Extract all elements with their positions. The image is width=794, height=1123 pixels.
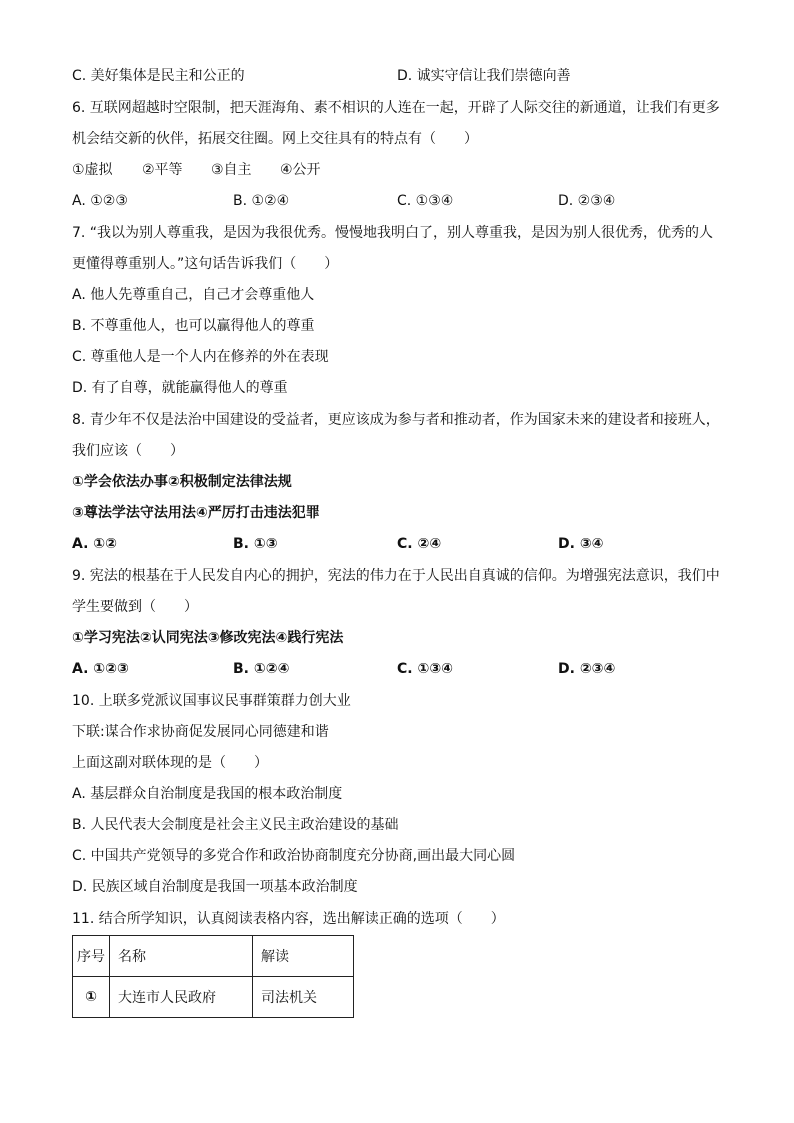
q10-stem-line2: 下联:谋合作求协商促发展同心同德建和谐 — [72, 724, 329, 740]
q8-option-c: C. ②④ — [397, 536, 442, 552]
q8-stem-line1: 8. 青少年不仅是法治中国建设的受益者，更应该成为参与者和推动者，作为国家未来的建设者和接班人， — [72, 412, 720, 428]
q10-stem-line3: 上面这副对联体现的是（ ） — [72, 755, 268, 771]
q8-items-line2: ③尊法学法守法用法④严厉打击违法犯罪 — [72, 505, 320, 521]
table-cell: ① — [73, 977, 110, 1018]
q9-option-d: D. ②③④ — [558, 661, 616, 677]
table-row — [73, 977, 354, 1018]
q8-stem-line2: 我们应该（ ） — [72, 443, 184, 459]
q7-option-b: B. 不尊重他人，也可以赢得他人的尊重 — [72, 318, 315, 334]
q9-option-b: B. ①②④ — [233, 661, 290, 677]
q5-option-d: D. 诚实守信让我们崇德向善 — [397, 68, 571, 84]
q8-option-b: B. ①③ — [233, 536, 278, 552]
q9-items: ①学习宪法②认同宪法③修改宪法④践行宪法 — [72, 630, 344, 646]
q6-stem-line1: 6. 互联网超越时空限制，把天涯海角、素不相识的人连在一起，开辟了人际交往的新通道，让我们有更多 — [72, 100, 720, 116]
q9-stem-line1: 9. 宪法的根基在于人民发自内心的拥护，宪法的伟力在于人民出自真诚的信仰。为增强宪法意识，我们中 — [72, 568, 720, 584]
q10-option-b: B. 人民代表大会制度是社会主义民主政治建设的基础 — [72, 817, 399, 833]
q10-option-d: D. 民族区域自治制度是我国一项基本政治制度 — [72, 879, 358, 895]
q7-stem-line1: 7. “我以为别人尊重我，是因为我很优秀。慢慢地我明白了，别人尊重我，是因为别人很优秀，优秀的人 — [72, 225, 714, 241]
q10-option-a: A. 基层群众自治制度是我国的根本政治制度 — [72, 786, 343, 802]
table-cell: 大连市人民政府 — [110, 977, 253, 1018]
table-header-row — [73, 936, 354, 977]
q6-option-c: C. ①③④ — [397, 193, 454, 209]
table-header-cell: 解读 — [253, 936, 354, 977]
q8-option-a: A. ①② — [72, 536, 117, 552]
q6-item-4: ④公开 — [280, 162, 321, 178]
q7-option-a: A. 他人先尊重自己，自己才会尊重他人 — [72, 287, 315, 303]
q9-option-a: A. ①②③ — [72, 661, 129, 677]
q6-stem-line2: 机会结交新的伙伴，拓展交往圈。网上交往具有的特点有（ ） — [72, 131, 478, 147]
q8-items-line1: ①学会依法办事②积极制定法律法规 — [72, 474, 292, 490]
table-header-cell: 名称 — [110, 936, 253, 977]
q11-stem-line1: 11. 结合所学知识，认真阅读表格内容，选出解读正确的选项（ ） — [72, 911, 505, 927]
q6-item-3: ③自主 — [211, 162, 252, 178]
q6-item-2: ②平等 — [142, 162, 183, 178]
q10-option-c: C. 中国共产党领导的多党合作和政治协商制度充分协商,画出最大同心圆 — [72, 848, 516, 864]
q8-option-d: D. ③④ — [558, 536, 604, 552]
q9-stem-line2: 学生要做到（ ） — [72, 599, 198, 615]
table-header-cell: 序号 — [73, 936, 110, 977]
q7-option-c: C. 尊重他人是一个人内在修养的外在表现 — [72, 349, 329, 365]
q10-stem-line1: 10. 上联多党派议国事议民事群策群力创大业 — [72, 693, 351, 709]
q9-option-c: C. ①③④ — [397, 661, 454, 677]
q6-option-a: A. ①②③ — [72, 193, 128, 209]
q7-option-d: D. 有了自尊，就能赢得他人的尊重 — [72, 380, 288, 396]
q6-option-d: D. ②③④ — [558, 193, 616, 209]
q7-stem-line2: 更懂得尊重别人。”这句话告诉我们（ ） — [72, 256, 339, 272]
table-cell: 司法机关 — [253, 977, 354, 1018]
q6-option-b: B. ①②④ — [233, 193, 290, 209]
q5-option-c: C. 美好集体是民主和公正的 — [72, 68, 245, 84]
q11-table — [72, 935, 354, 1018]
q6-item-1: ①虚拟 — [72, 162, 113, 178]
